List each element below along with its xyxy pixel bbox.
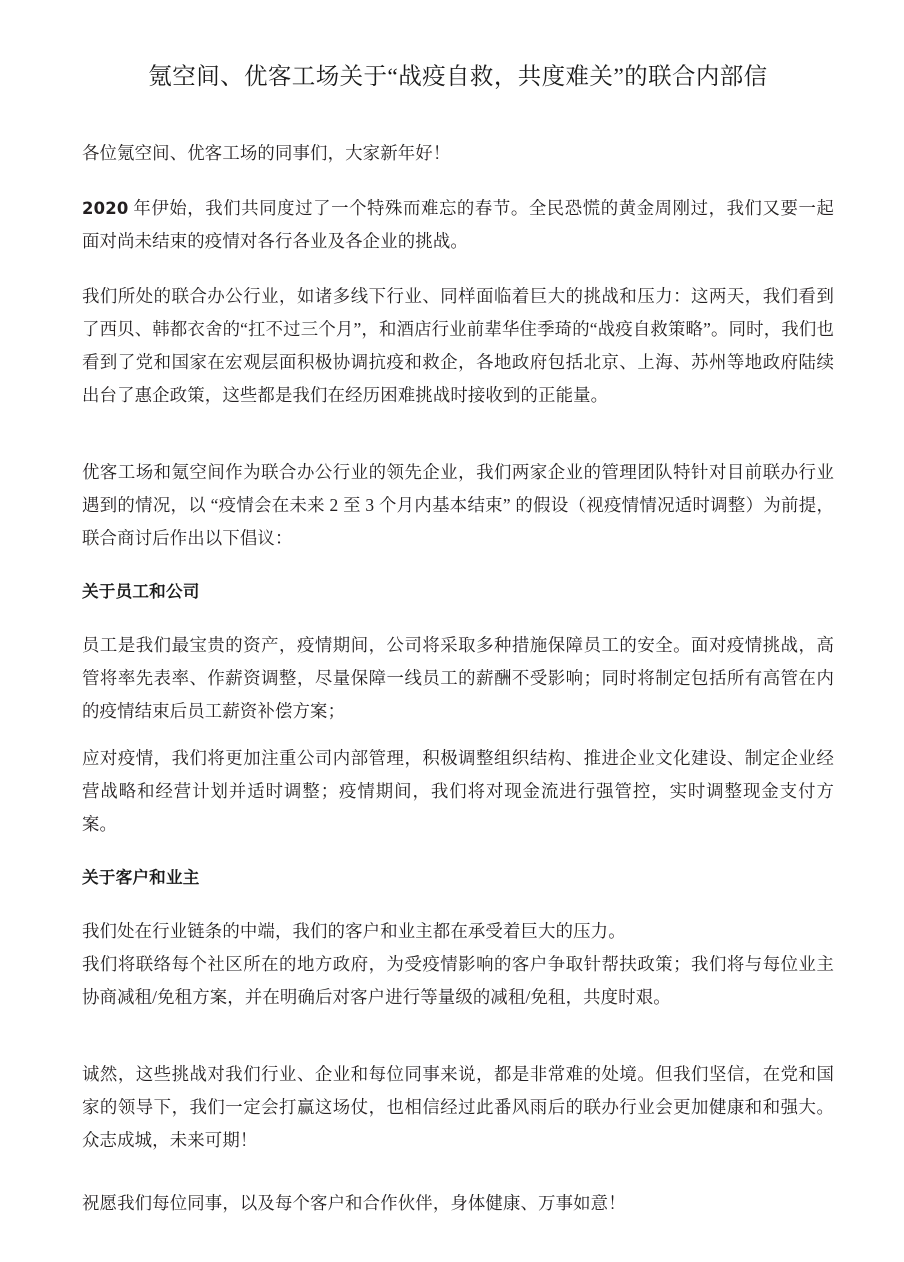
closing-paragraph: 诚然，这些挑战对我们行业、企业和每位同事来说，都是非常难的处境。但我们坚信，在党和国家的领导下，我们一定会打赢这场仗，也相信经过此番风雨后的联办行业会更加健康和和强大。众志成城，未来可期！ [82, 1063, 834, 1150]
industry-paragraph: 我们所处的联合办公行业，如诸多线下行业、同样面临着巨大的挑战和压力：这两天，我们看到了西贝、韩都衣舍的“扛不过三个月”，和酒店行业前辈华住季琦的“战疫自救策略”。同时，我们也看到了党和国家在宏观层面积极协调抗疫和救企，各地政府包括北京、上海、苏州等地政府陆续出台了惠企政策，这些都是我们在经历困难挑战时接收到的正能量。 [82, 285, 834, 405]
salutation-paragraph: 各位氪空间、优客工场的同事们，大家新年好！ [82, 142, 451, 163]
employees-paragraph-2: 应对疫情，我们将更加注重公司内部管理，积极调整组织结构、推进企业文化建设、制定企业经营战略和经营计划并适时调整；疫情期间，我们将对现金流进行强管控，实时调整现金支付方案。 [82, 747, 834, 834]
spacer [82, 1014, 834, 1058]
document-body [82, 0, 834, 1220]
premise-paragraph: 优客工场和氪空间作为联合办公行业的领先企业，我们两家企业的管理团队特针对目前联办行业遇到的情况，以 “疫情会在未来 2 至 3 个月内基本结束” 的假设（视疫情情况适时调整）为前提，联合商讨后作出以下倡议： [82, 461, 834, 548]
spacer [82, 170, 834, 192]
spacer [82, 258, 834, 280]
spacer [82, 412, 834, 456]
section-heading-employees: 关于员工和公司 [82, 581, 200, 601]
spacer [82, 607, 834, 629]
spacer [82, 1157, 834, 1187]
employees-paragraph-1: 员工是我们最宝贵的资产，疫情期间，公司将采取多种措施保障员工的安全。面对疫情挑战，高管将率先表率、作薪资调整，尽量保障一线员工的薪酬不受影响；同时将制定包括所有高管在内的疫情结束后员工薪资补偿方案； [82, 634, 834, 721]
year-opening-text: 年伊始，我们共同度过了一个特殊而难忘的春节。全民恐慌的黄金周刚过，我们又要一起面对尚未结束的疫情对各行各业及各企业的挑战。 [82, 197, 834, 251]
clients-paragraph-2: 我们将联络每个社区所在的地方政府，为受疫情影响的客户争取针帮扶政策；我们将与每位业主协商减租/免租方案，并在明确后对客户进行等量级的减租/免租，共度时艰。 [82, 953, 834, 1007]
page-title: 氪空间、优客工场关于“战疫自救，共度难关”的联合内部信 [148, 64, 768, 90]
year-opening-paragraph [82, 192, 834, 258]
wishes-paragraph: 祝愿我们每位同事，以及每个客户和合作伙伴，身体健康、万事如意！ [82, 1192, 626, 1213]
spacer [82, 728, 834, 742]
spacer [82, 841, 834, 863]
spacer [82, 555, 834, 577]
section-heading-clients: 关于客户和业主 [82, 867, 200, 887]
spacer [82, 893, 834, 915]
spacer [82, 93, 834, 137]
year-2020-text: 2020 [82, 198, 129, 218]
clients-paragraph-1: 我们处在行业链条的中端，我们的客户和业主都在承受着巨大的压力。 [82, 920, 626, 941]
